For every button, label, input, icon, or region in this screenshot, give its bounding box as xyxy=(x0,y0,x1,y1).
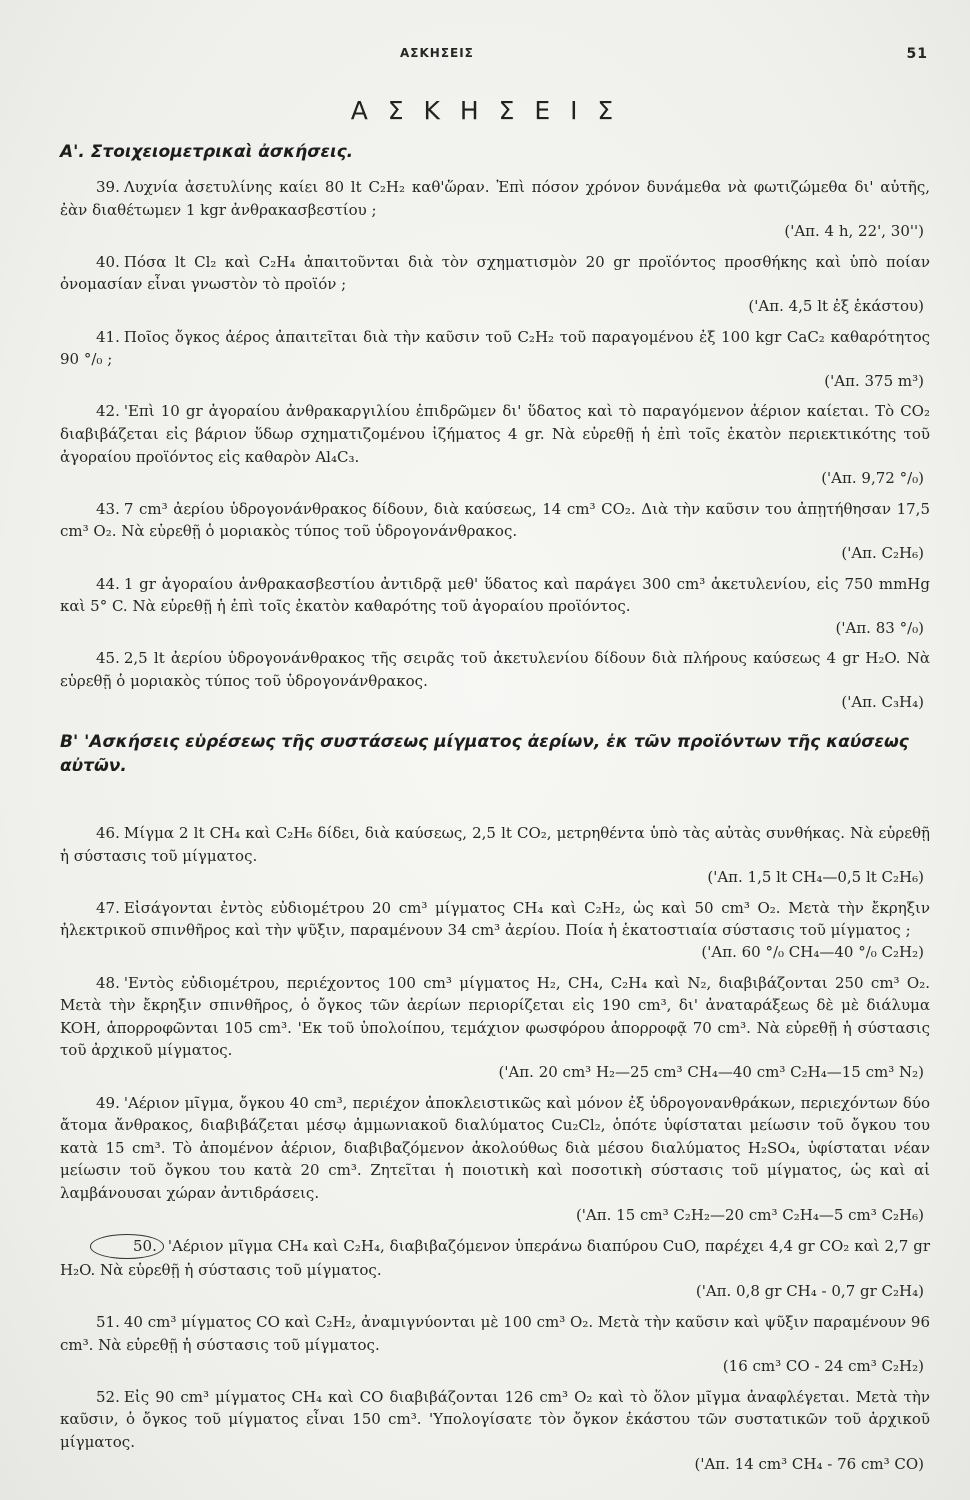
exercise-text: Εἰσάγονται ἐντὸς εὐδιομέτρου 20 cm³ μίγματος CH₄ καὶ C₂H₂, ὡς καὶ 50 cm³ O₂. Μετὰ τὴν ἔκρηξιν ἠλεκτρικοῦ σπινθῆρος καὶ τὴν ψῦξιν, παραμένουν 34 cm³ ἀερίου. Ποία ἡ ἑκατοστιαία σύστασις τοῦ μίγματος ; xyxy=(60,898,930,940)
exercise-number: 46. xyxy=(96,824,120,843)
section-a-exercises xyxy=(60,176,930,714)
exercise xyxy=(60,176,930,243)
exercise-text: Ποῖος ὄγκος ἀέρος ἀπαιτεῖται διὰ τὴν καῦσιν τοῦ C₂H₂ τοῦ παραγομένου ἐξ 100 kgr CaC₂ καθαρότητος 90 °/₀ ; xyxy=(60,327,930,369)
exercise-text: Μίγμα 2 lt CH₄ καὶ C₂H₆ δίδει, διὰ καύσεως, 2,5 lt CO₂, μετρηθέντα ὑπὸ τὰς αὐτὰς συνθήκας. Νὰ εὑρεθῇ ἡ σύστασις τοῦ μίγματος. xyxy=(60,824,930,865)
exercise-number: 42. xyxy=(96,402,120,421)
exercise-number: 43. xyxy=(96,499,120,518)
exercise xyxy=(60,647,930,714)
exercise-text: 40 cm³ μίγματος CO καὶ C₂H₂, ἀναμιγνύονται μὲ 100 cm³ O₂. Μετὰ τὴν καῦσιν καὶ ψῦξιν παραμένουν 96 cm³. Νὰ εὑρεθῇ ἡ σύστασις τοῦ μίγματος. xyxy=(60,1312,930,1354)
exercise xyxy=(60,1311,930,1378)
exercise xyxy=(60,400,930,489)
exercise-number: 49. xyxy=(96,1093,120,1112)
exercises-content xyxy=(60,176,930,1483)
exercise xyxy=(60,897,930,964)
exercise-text: 'Αέριον μῖγμα, ὄγκου 40 cm³, περιέχον ἀποκλειστικῶς καὶ μόνον ἐξ ὑδρογονανθράκων, περιεχόντων δύο ἄτομα ἄνθρακος, διαβιβάζεται μέσῳ ἀμμωνιακοῦ διαλύματος Cu₂Cl₂, ὁπότε ὑφίσταται μείωσιν τοῦ ὄγκου του κατὰ 15 cm³. Τὸ ἀπομένον ἀέριον, διαβιβαζόμενον ἀκολούθως διὰ μέσου διαλύματος H₂SO₄, ὑφίσταται νέαν μείωσιν τοῦ ὄγκου του κατὰ 20 cm³. Ζητεῖται ἡ ποιοτικὴ καὶ ποσοτικὴ σύστασις τοῦ μίγματος, ὡς καὶ αἱ λαμβάνουσαι χώραν ἀντιδράσεις. xyxy=(60,1093,930,1202)
exercise-answer: ('Απ. C₃H₄) xyxy=(841,693,924,712)
exercise-number: 51. xyxy=(96,1312,120,1331)
exercise-text: 'Αέριον μῖγμα CH₄ καὶ C₂H₄, διαβιβαζόμενον ὑπεράνω διαπύρου CuO, παρέχει 4,4 gr CO₂ καὶ 2,7 gr H₂O. Νὰ εὑρεθῇ ἡ σύστασις τοῦ μίγματος. xyxy=(60,1237,930,1279)
exercise-answer: ('Απ. 9,72 °/₀) xyxy=(821,469,924,488)
exercise-text: 'Εντὸς εὐδιομέτρου, περιέχοντος 100 cm³ μίγματος H₂, CH₄, C₂H₄ καὶ N₂, διαβιβάζονται 250 cm³ O₂. Μετὰ τὴν ἔκρηξιν σπινθῆρος, ὁ ὄγκος τῶν ἀερίων περιορίζεται εἰς 190 cm³, δι' ἀναταράξεως δὲ μὲ διάλυμα KOH, ἀπορροφῶνται 105 cm³. 'Εκ τοῦ ὑπολοίπου, τεμάχιον φωσφόρου ἀπορροφᾷ 70 cm³. Νὰ εὑρεθῇ ἡ σύστασις τοῦ ἀρχικοῦ μίγματος. xyxy=(60,973,930,1060)
exercise-answer: ('Απ. 4 h, 22', 30'') xyxy=(784,222,924,241)
exercise xyxy=(60,972,930,1084)
page-number: 51 xyxy=(906,46,928,62)
section-a-heading: Α'. Στοιχειομετρικαὶ ἀσκήσεις. xyxy=(60,142,354,162)
exercise-number: 44. xyxy=(96,574,120,593)
exercise-text: Λυχνία ἀσετυλίνης καίει 80 lt C₂H₂ καθ'ὥραν. Ἐπὶ πόσον χρόνον δυνάμεθα νὰ φωτιζώμεθα δι' αὐτῆς, ἐὰν διαθέτωμεν 1 kgr ἀνθρακασβεστίου ; xyxy=(60,178,930,219)
exercise-number: 48. xyxy=(96,973,120,992)
exercise-answer: ('Απ. 20 cm³ H₂—25 cm³ CH₄—40 cm³ C₂H₄—15 cm³ N₂) xyxy=(498,1063,924,1081)
exercise-answer: ('Απ. 1,5 lt CH₄—0,5 lt C₂H₆) xyxy=(707,868,924,887)
exercise-text: 'Επὶ 10 gr ἀγοραίου ἀνθρακαργιλίου ἐπιδρῶμεν δι' ὕδατος καὶ τὸ παραγόμενον ἀέριον καίεται. Τὸ CO₂ διαβιβάζεται εἰς βάριον ὕδωρ σχηματιζομένου ἰζήματος 4 gr. Νὰ εὑρεθῇ ἡ ἐπὶ τοῖς ἑκατὸν περιεκτικότης τοῦ ἀγοραίου προϊόντος εἰς καθαρὸν Al₄C₃. xyxy=(60,402,930,466)
exercise-answer: ('Απ. C₂H₆) xyxy=(841,543,924,562)
exercise-number: 41. xyxy=(96,327,120,346)
exercise xyxy=(60,1092,930,1227)
exercise-text: 1 gr ἀγοραίου ἀνθρακασβεστίου ἀντιδρᾷ μεθ' ὕδατος καὶ παράγει 300 cm³ ἀκετυλενίου, εἰς 750 mmHg καὶ 5° C. Νὰ εὑρεθῇ ἡ ἐπὶ τοῖς ἑκατὸν καθαρότης τοῦ ἀγοραίου προϊόντος. xyxy=(60,574,930,616)
exercise-number: 40. xyxy=(96,252,120,271)
exercise-answer: ('Απ. 4,5 lt ἐξ ἑκάστου) xyxy=(748,296,924,315)
exercise-answer: ('Απ. 14 cm³ CH₄ - 76 cm³ CO) xyxy=(694,1454,924,1473)
exercise-number: 52. xyxy=(96,1387,120,1406)
exercise-text: Πόσα lt Cl₂ καὶ C₂H₄ ἀπαιτοῦνται διὰ τὸν σχηματισμὸν 20 gr προϊόντος προσθήκης καὶ ὑπὸ ποίαν ὀνομασίαν εἶναι γνωστὸν τὸ προϊόν ; xyxy=(60,252,930,294)
running-title: ΑΣΚΗΣΕΙΣ xyxy=(400,46,474,60)
exercise-number: 39. xyxy=(96,178,120,196)
section-b-heading: Β' 'Ασκήσεις εὑρέσεως τῆς συστάσεως μίγματος ἀερίων, ἐκ τῶν προϊόντων τῆς καύσεως αὐτῶν. xyxy=(60,732,909,777)
section-title: Α Σ Κ Η Σ Ε Ι Σ xyxy=(350,96,620,125)
exercise xyxy=(60,326,930,393)
exercise-answer: ('Απ. 375 m³) xyxy=(824,371,924,390)
section-b-exercises xyxy=(60,822,930,1475)
exercise xyxy=(60,498,930,565)
exercise-text: 7 cm³ ἀερίου ὑδρογονάνθρακος δίδουν, διὰ καύσεως, 14 cm³ CO₂. Διὰ τὴν καῦσιν του ἀπῃτήθησαν 17,5 cm³ O₂. Νὰ εὑρεθῇ ὁ μοριακὸς τύπος τοῦ ὑδρογονάνθρακος. xyxy=(60,499,930,541)
exercise-text: Εἰς 90 cm³ μίγματος CH₄ καὶ CO διαβιβάζονται 126 cm³ O₂ καὶ τὸ ὅλον μῖγμα ἀναφλέγεται. Μετὰ τὴν καῦσιν, ὁ ὄγκος τοῦ μίγματος εἶναι 150 cm³. 'Υπολογίσατε τὸν ὄγκον ἑκάστου τῶν συστατικῶν τοῦ ἀρχικοῦ μίγματος. xyxy=(60,1387,930,1451)
exercise-answer: (16 cm³ CO - 24 cm³ C₂H₂) xyxy=(722,1357,924,1376)
exercise xyxy=(60,1234,930,1303)
exercise xyxy=(60,251,930,318)
exercise-number: 45. xyxy=(96,649,120,668)
exercise-answer: ('Απ. 83 °/₀) xyxy=(835,618,924,637)
exercise xyxy=(60,1386,930,1475)
exercise-number: 50. xyxy=(90,1234,164,1259)
exercise xyxy=(60,822,930,889)
exercise-answer: ('Απ. 60 °/₀ CH₄—40 °/₀ C₂H₂) xyxy=(701,943,924,962)
exercise-number: 47. xyxy=(96,898,120,917)
exercise-text: 2,5 lt ἀερίου ὑδρογονάνθρακος τῆς σειρᾶς τοῦ ἀκετυλενίου δίδουν διὰ πλήρους καύσεως 4 gr H₂O. Νὰ εὑρεθῇ ὁ μοριακὸς τύπος τοῦ ὑδρογονάνθρακος. xyxy=(60,649,930,690)
exercise-answer: ('Απ. 15 cm³ C₂H₂—20 cm³ C₂H₄—5 cm³ C₂H₆) xyxy=(575,1205,924,1224)
exercise-answer: ('Απ. 0,8 gr CH₄ - 0,7 gr C₂H₄) xyxy=(695,1282,924,1301)
exercise xyxy=(60,573,930,640)
